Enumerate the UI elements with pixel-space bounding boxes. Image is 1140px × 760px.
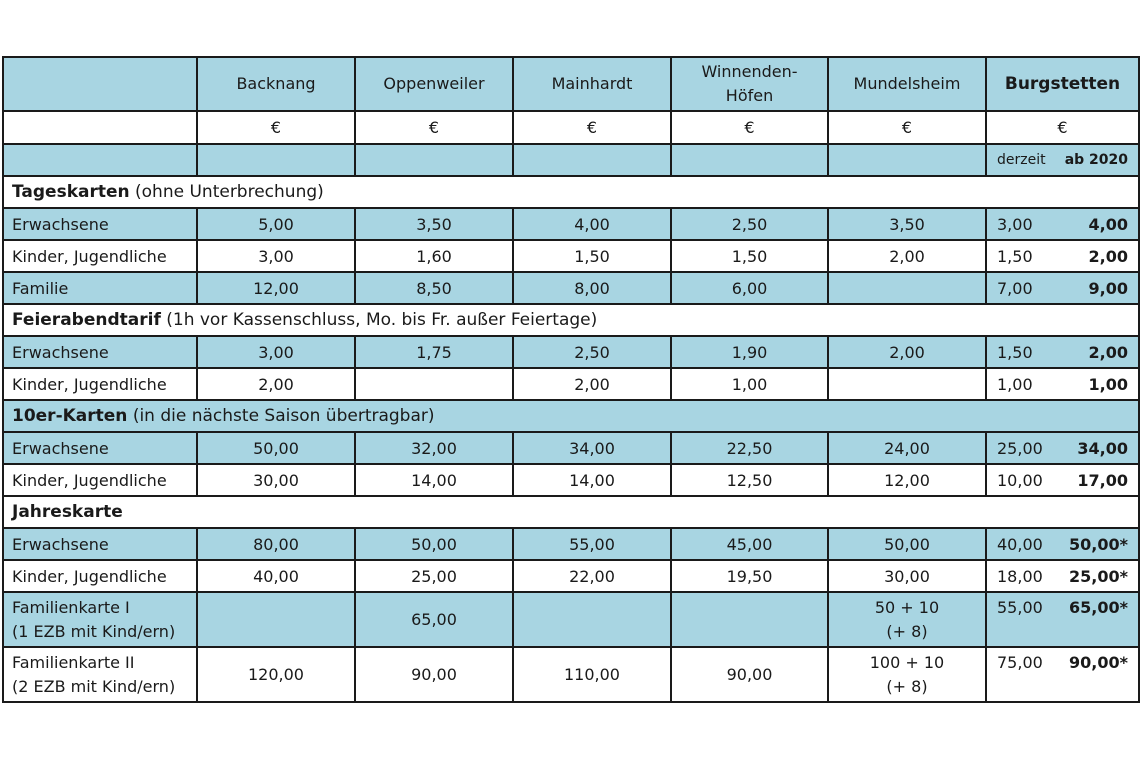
price-cell: 22,00: [513, 560, 671, 592]
price-cell: 4,00: [513, 208, 671, 240]
currency-label: €: [197, 111, 355, 144]
price-cell: 3,00: [197, 336, 355, 368]
subheader-empty-cell: [3, 144, 197, 176]
price-cell: 120,00: [197, 647, 355, 702]
price-cell: 12,00: [197, 272, 355, 304]
price-cell: 1,75: [355, 336, 513, 368]
price-cell: 45,00: [671, 528, 828, 560]
price-derzeit: 1,50: [997, 342, 1033, 362]
price-cell: [513, 592, 671, 647]
price-cell: 90,00: [671, 647, 828, 702]
price-cell: 2,00: [197, 368, 355, 400]
price-cell: 2,50: [671, 208, 828, 240]
price-cell: 3,50: [828, 208, 986, 240]
section-title: [3, 176, 1139, 208]
price-cell: 32,00: [355, 432, 513, 464]
price-ab-2020: 90,00*: [1069, 653, 1128, 672]
price-ab-2020: 25,00*: [1069, 566, 1128, 586]
currency-row: [3, 111, 1139, 144]
price-cell: 55,00: [513, 528, 671, 560]
price-cell: 2,50: [513, 336, 671, 368]
price-derzeit: 1,00: [997, 374, 1033, 394]
price-cell: 1,00: [671, 368, 828, 400]
price-ab-2020: 2,00: [1088, 246, 1128, 266]
price-derzeit: 75,00: [997, 653, 1043, 672]
burgstetten-price-cell: [986, 432, 1139, 464]
price-derzeit: 18,00: [997, 566, 1043, 586]
column-header-backnang: Backnang: [197, 57, 355, 111]
row-label-text: Erwachsene: [12, 214, 109, 234]
price-ab-2020: 1,00: [1088, 374, 1128, 394]
price-cell: 1,50: [513, 240, 671, 272]
column-header-mundelsheim: Mundelsheim: [828, 57, 986, 111]
price-cell: [355, 368, 513, 400]
price-cell: 24,00: [828, 432, 986, 464]
column-header-burgstetten: Burgstetten: [986, 57, 1139, 111]
price-ab-2020: 9,00: [1088, 278, 1128, 298]
price-cell: 6,00: [671, 272, 828, 304]
price-cell: 2,00: [828, 336, 986, 368]
price-derzeit: 55,00: [997, 598, 1043, 617]
row-label: [3, 240, 197, 272]
section-header-10er-karten: [3, 400, 1139, 432]
section-title-note: (in die nächste Saison übertragbar): [127, 406, 435, 426]
burgstetten-subheader: [986, 144, 1139, 176]
price-cell: 8,00: [513, 272, 671, 304]
price-cell: 2,00: [828, 240, 986, 272]
burgstetten-price-cell: [986, 528, 1139, 560]
price-cell: 12,50: [671, 464, 828, 496]
subheader-empty-cell: [355, 144, 513, 176]
table-row: [3, 647, 1139, 702]
subheader-empty-cell: [513, 144, 671, 176]
price-derzeit: 10,00: [997, 470, 1043, 490]
row-label: [3, 528, 197, 560]
price-cell: 3,50: [355, 208, 513, 240]
price-cell: 30,00: [197, 464, 355, 496]
price-cell: 1,90: [671, 336, 828, 368]
row-label: [3, 336, 197, 368]
burgstetten-price-cell: [986, 208, 1139, 240]
row-label-text: Kinder, Jugendliche: [12, 246, 167, 266]
table-row: [3, 592, 1139, 647]
row-label: [3, 560, 197, 592]
currency-label: €: [986, 111, 1139, 144]
section-title-note: (ohne Unterbrechung): [129, 182, 324, 202]
burgstetten-price-cell: [986, 336, 1139, 368]
column-header-oppenweiler: Oppenweiler: [355, 57, 513, 111]
currency-label: €: [513, 111, 671, 144]
row-label-text: Erwachsene: [12, 342, 109, 362]
row-label-text: Familienkarte I: [12, 597, 130, 617]
price-cell: 2,00: [513, 368, 671, 400]
row-label: [3, 208, 197, 240]
burgstetten-price-cell: [986, 272, 1139, 304]
table-row: [3, 272, 1139, 304]
price-cell: [828, 368, 986, 400]
subheader-empty-cell: [828, 144, 986, 176]
price-cell: 19,50: [671, 560, 828, 592]
price-derzeit: 7,00: [997, 278, 1033, 298]
currency-empty-cell: [3, 111, 197, 144]
row-label-text: Kinder, Jugendliche: [12, 566, 167, 586]
price-cell: 14,00: [355, 464, 513, 496]
table-row: [3, 368, 1139, 400]
section-header-jahreskarte: [3, 496, 1139, 528]
price-cell: 5,00: [197, 208, 355, 240]
price-cell: [828, 272, 986, 304]
section-title: [3, 400, 1139, 432]
price-table: [2, 56, 1140, 703]
price-ab-2020: 50,00*: [1069, 534, 1128, 554]
row-label: [3, 368, 197, 400]
price-cell: 8,50: [355, 272, 513, 304]
price-cell: 1,50: [671, 240, 828, 272]
price-cell: 3,00: [197, 240, 355, 272]
subheader-empty-cell: [671, 144, 828, 176]
row-label-text: Kinder, Jugendliche: [12, 470, 167, 490]
price-cell: 50 + 10 (+ 8): [828, 592, 986, 647]
price-cell: 50,00: [197, 432, 355, 464]
column-header-winnenden-hoefen: Winnenden- Höfen: [671, 57, 828, 111]
section-title-bold: 10er-Karten: [12, 406, 128, 426]
currency-label: €: [828, 111, 986, 144]
price-cell: 50,00: [355, 528, 513, 560]
price-cell: 110,00: [513, 647, 671, 702]
currency-label: €: [355, 111, 513, 144]
row-label-note: (2 EZB mit Kind/ern): [12, 676, 176, 696]
price-ab-2020: 4,00: [1088, 214, 1128, 234]
burgstetten-price-cell: [986, 240, 1139, 272]
header-row: [3, 57, 1139, 111]
price-derzeit: 40,00: [997, 534, 1043, 554]
row-label-text: Erwachsene: [12, 438, 109, 458]
price-ab-2020: 65,00*: [1069, 598, 1128, 617]
table-row: [3, 432, 1139, 464]
row-label-note: (1 EZB mit Kind/ern): [12, 621, 176, 641]
table-row: [3, 336, 1139, 368]
subheader-empty-cell: [197, 144, 355, 176]
currency-label: €: [671, 111, 828, 144]
row-label: [3, 647, 197, 702]
burgstetten-price-cell: [986, 464, 1139, 496]
section-title-bold: Jahreskarte: [12, 502, 123, 522]
price-cell: 34,00: [513, 432, 671, 464]
row-label-text: Familie: [12, 278, 69, 298]
price-cell: 50,00: [828, 528, 986, 560]
price-derzeit: 25,00: [997, 438, 1043, 458]
row-label: [3, 272, 197, 304]
price-cell: 40,00: [197, 560, 355, 592]
table-row: [3, 464, 1139, 496]
section-title-bold: Tageskarten: [12, 182, 130, 202]
row-label: [3, 432, 197, 464]
burgstetten-price-cell: [986, 560, 1139, 592]
price-cell: [671, 592, 828, 647]
row-label: [3, 464, 197, 496]
price-derzeit: 3,00: [997, 214, 1033, 234]
table-row: [3, 528, 1139, 560]
price-cell: 80,00: [197, 528, 355, 560]
section-header-feierabendtarif: [3, 304, 1139, 336]
table-row: [3, 560, 1139, 592]
row-label-text: Erwachsene: [12, 534, 109, 554]
price-cell: 25,00: [355, 560, 513, 592]
price-cell: 1,60: [355, 240, 513, 272]
burgstetten-price-cell: [986, 647, 1139, 702]
price-ab-2020: 17,00: [1077, 470, 1128, 490]
row-label-text: Familienkarte II: [12, 652, 135, 672]
row-label-text: Kinder, Jugendliche: [12, 374, 167, 394]
price-cell: 100 + 10 (+ 8): [828, 647, 986, 702]
column-header-mainhardt: Mainhardt: [513, 57, 671, 111]
derzeit-label: derzeit: [997, 152, 1046, 168]
price-cell: [197, 592, 355, 647]
price-cell: 12,00: [828, 464, 986, 496]
section-header-tageskarten: [3, 176, 1139, 208]
header-empty-cell: [3, 57, 197, 111]
price-cell: 30,00: [828, 560, 986, 592]
row-label: [3, 592, 197, 647]
table-row: [3, 208, 1139, 240]
price-ab-2020: 2,00: [1088, 342, 1128, 362]
section-title-note: (1h vor Kassenschluss, Mo. bis Fr. außer Feiertage): [160, 310, 598, 330]
section-title: [3, 496, 1139, 528]
burgstetten-price-cell: [986, 592, 1139, 647]
price-cell: 65,00: [355, 592, 513, 647]
price-cell: 90,00: [355, 647, 513, 702]
price-cell: 14,00: [513, 464, 671, 496]
price-derzeit: 1,50: [997, 246, 1033, 266]
price-cell: 22,50: [671, 432, 828, 464]
section-title: [3, 304, 1139, 336]
table-row: [3, 240, 1139, 272]
price-ab-2020: 34,00: [1077, 438, 1128, 458]
ab-2020-label: ab 2020: [1064, 152, 1128, 168]
burgstetten-price-cell: [986, 368, 1139, 400]
section-title-bold: Feierabendtarif: [12, 310, 161, 330]
subheader-row: [3, 144, 1139, 176]
